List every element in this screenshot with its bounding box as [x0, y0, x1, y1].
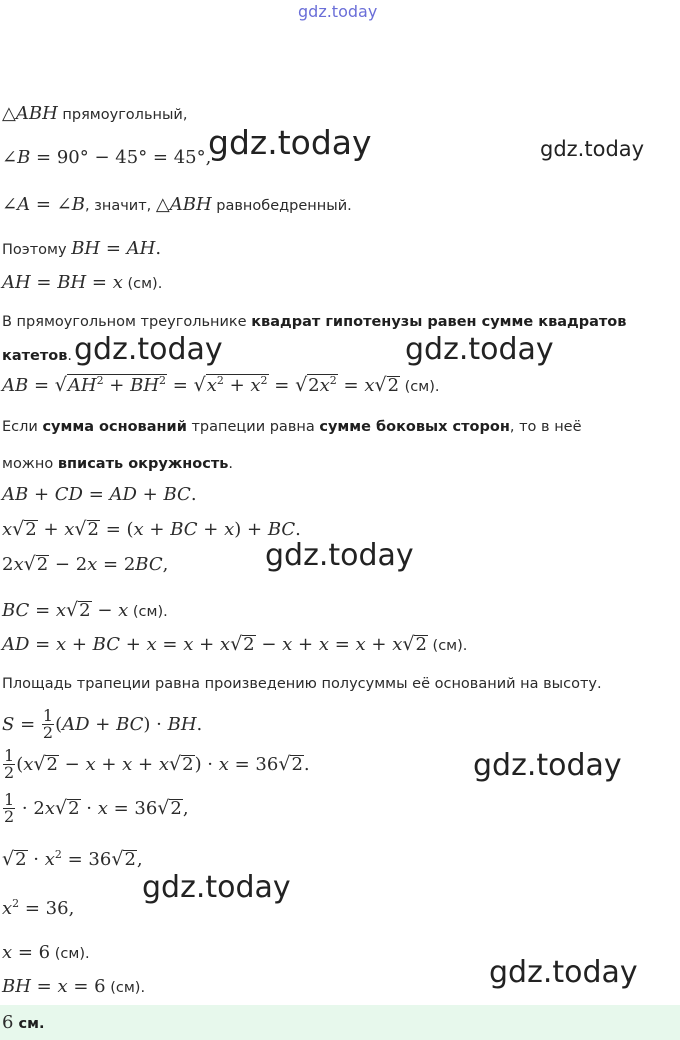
watermark: gdz.today [405, 332, 554, 367]
line-17: S = $\frac{1}{2}$ (AD + BC) · BH. [2, 706, 203, 742]
line-4: Поэтому BH = AH. [2, 238, 162, 259]
line-14-unit: (см). [128, 604, 168, 620]
line-22-unit: (см). [50, 946, 90, 962]
line-23: BH = x = 6 (см). [2, 976, 146, 997]
line-7: катетов. [2, 348, 73, 364]
answer-band [0, 1005, 680, 1040]
line-10: можно вписать окружность. [2, 456, 234, 472]
line-18: $\frac{1}{2}$ (x√2 − x + x + x√2) · x = 36√2. [4, 746, 310, 782]
watermark-top: gdz.today [298, 2, 378, 21]
line-23-unit: (см). [105, 980, 146, 996]
line-2: ∠B = 90° − 45° = 45°, [2, 147, 212, 168]
line-12: x√2 + x√2 = (x + BC + x) + BC. [2, 518, 301, 540]
line-6-text: В прямоугольном треугольнике [2, 314, 252, 330]
watermark: gdz.today [489, 955, 638, 990]
line-11: AB + CD = AD + BC. [2, 484, 197, 505]
line-13: 2x√2 − 2x = 2BC, [2, 553, 169, 575]
answer-unit: см. [13, 1016, 45, 1032]
line-9-b1: сумма оснований [42, 419, 187, 435]
line-1: △ABH прямоугольный, [2, 103, 188, 124]
line-14: BC = x√2 − x (см). [2, 599, 168, 621]
line-10-p1: можно [2, 456, 58, 472]
line-6 [2, 312, 626, 330]
watermark: gdz.today [540, 137, 645, 161]
line-5: AH = BH = x (см). [2, 272, 163, 293]
watermark: gdz.today [208, 123, 372, 162]
line-7-bold: катетов [2, 348, 68, 364]
line-15: AD = x + BC + x = x + x√2 − x + x = x + x√2 (см). [2, 633, 468, 655]
line-1-text: прямоугольный, [57, 107, 188, 123]
line-22: x = 6 (см). [2, 942, 90, 963]
line-9-b2: сумме боковых сторон [319, 419, 510, 435]
line-16 [2, 674, 602, 692]
line-9 [2, 417, 582, 435]
line-4-text: Поэтому [2, 242, 72, 258]
line-20: $√2 \cdot x^2 = 36√2$, [2, 848, 143, 870]
line-10-b1: вписать окружность [57, 456, 229, 472]
line-16-text: Площадь трапеции равна произведению полусуммы её оснований на высоту. [2, 676, 602, 692]
watermark: gdz.today [74, 332, 223, 367]
line-8: AB = $√AH^2 + BH^2 = √x^2 + x^2 = √2x^2 = x√2$ (см). [2, 374, 440, 396]
watermark: gdz.today [142, 870, 291, 905]
line-15-unit: (см). [427, 638, 468, 654]
line-9-p1: Если [2, 419, 43, 435]
line-8-unit: (см). [400, 379, 440, 395]
answer-line: 6 см. [2, 1012, 45, 1033]
line-9-p2: трапеции равна [186, 419, 320, 435]
watermark: gdz.today [473, 748, 622, 783]
line-19: $\frac{1}{2}$ · 2x√2 · x = 36√2, [4, 790, 189, 826]
line-6-bold: квадрат гипотенузы равен сумме квадратов [251, 314, 627, 330]
line-5-unit: (см). [122, 276, 163, 292]
watermark: gdz.today [265, 538, 414, 573]
line-9-p3: , то в неё [509, 419, 582, 435]
line-3: ∠A = ∠B, значит, △ABH равнобедренный. [2, 194, 352, 215]
line-21: $x^2 = 36$, [2, 897, 75, 919]
